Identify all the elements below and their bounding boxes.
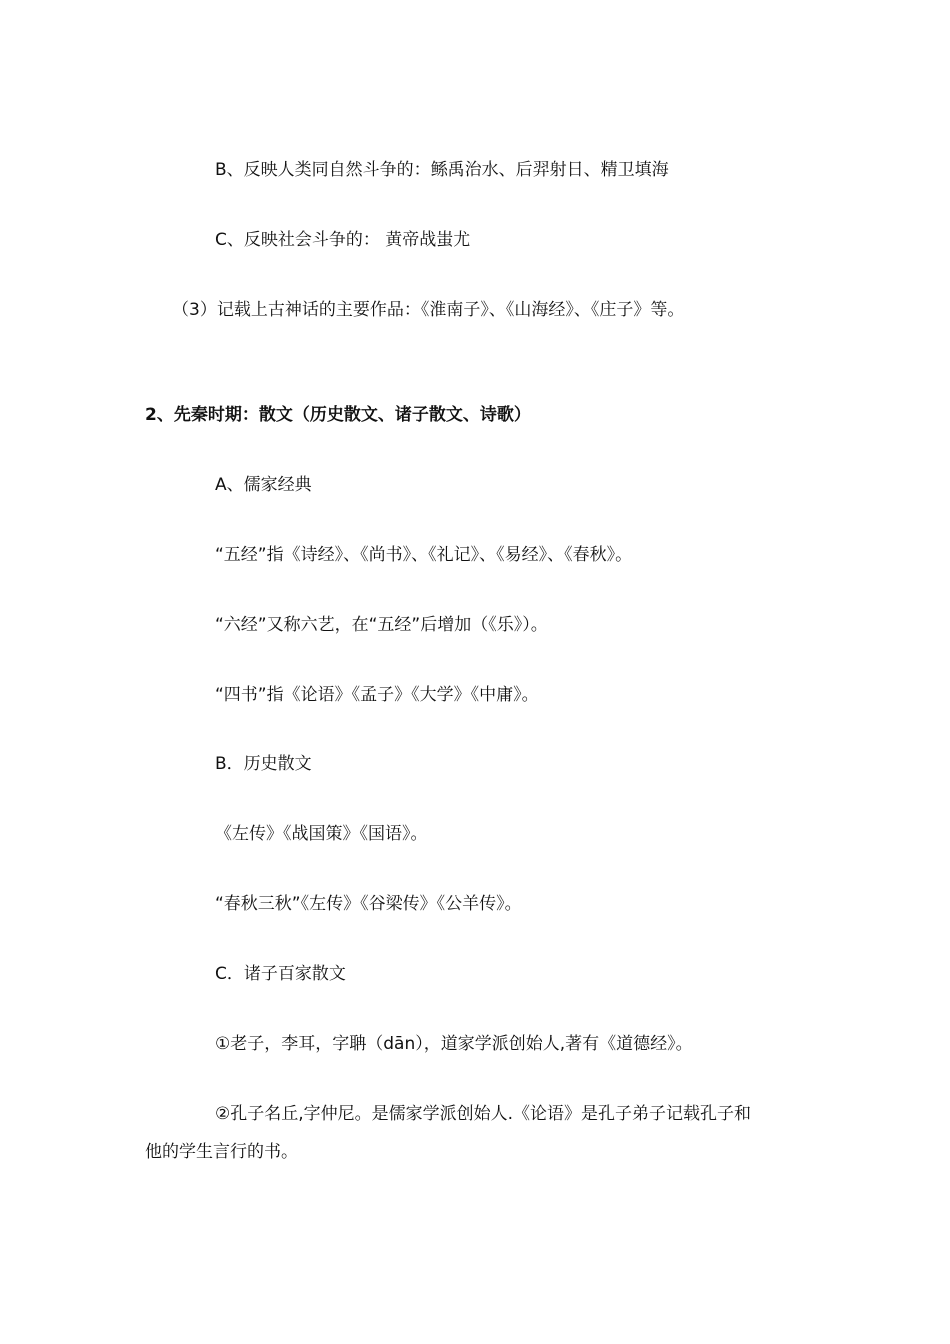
confucius-line-continued: 他的学生言行的书。	[145, 1142, 298, 1162]
subheading-hundred-schools: C．诸子百家散文	[215, 964, 346, 984]
six-classics-line: “六经”又称六艺，在“五经”后增加（《乐》）。	[215, 615, 548, 635]
myth-works: （3）记载上古神话的主要作品：《淮南子》、《山海经》、《庄子》等。	[172, 300, 685, 320]
myth-type-c: C、反映社会斗争的： 黄帝战蚩尤	[215, 230, 471, 250]
myth-type-b: B、反映人类同自然斗争的：鲧禹治水、后羿射日、精卫填海	[215, 160, 669, 180]
laozi-line: ①老子，李耳，字聃（dān），道家学派创始人,著有《道德经》。	[215, 1034, 693, 1054]
subheading-confucian-classics: A、儒家经典	[215, 475, 312, 495]
confucius-line: ②孔子名丘,字仲尼。是儒家学派创始人.《论语》是孔子弟子记载孔子和	[215, 1104, 752, 1124]
subheading-historical-prose: B．历史散文	[215, 754, 312, 774]
historical-prose-works: 《左传》《战国策》《国语》。	[215, 824, 428, 844]
section-heading: 2、先秦时期：散文（历史散文、诸子散文、诗歌）	[145, 405, 531, 425]
spring-autumn-line: “春秋三秋”《左传》《谷梁传》《公羊传》。	[215, 894, 522, 914]
four-books-line: “四书”指《论语》《孟子》《大学》《中庸》。	[215, 685, 539, 705]
five-classics-line: “五经”指《诗经》、《尚书》、《礼记》、《易经》、《春秋》。	[215, 545, 633, 565]
